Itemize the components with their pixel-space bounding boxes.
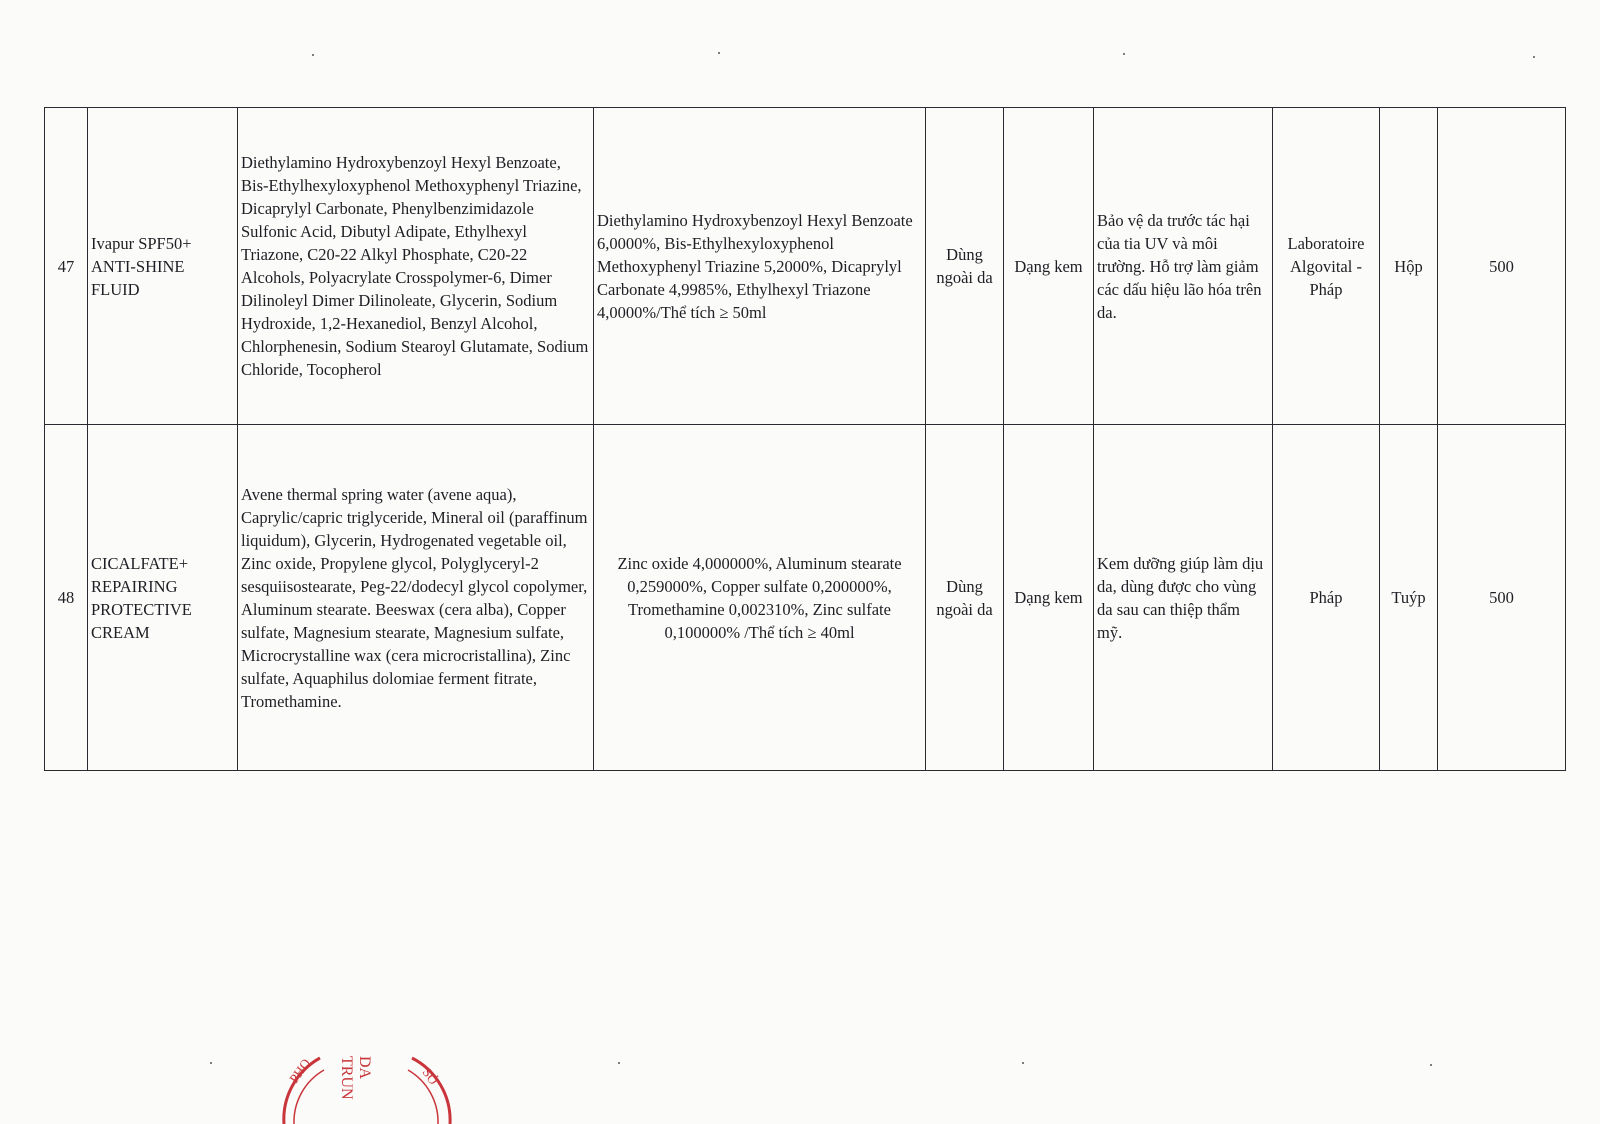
scan-speck [210,1062,212,1064]
packaging-cell: Hộp [1380,108,1438,425]
quantity-cell: 500 [1438,108,1566,425]
svg-text:DA: DA [356,1056,373,1080]
scan-speck [1022,1062,1024,1064]
quantity-cell: 500 [1438,425,1566,771]
scan-speck [718,52,720,54]
purpose-cell: Bảo vệ da trước tác hại của tia UV và môi trường. Hỗ trợ làm giảm các dấu hiệu lão hóa trên da. [1094,108,1273,425]
packaging-cell: Tuýp [1380,425,1438,771]
form-cell: Dạng kem [1004,425,1094,771]
row-number-cell: 48 [45,425,88,771]
svg-text:PHO: PHO [286,1055,314,1086]
usage-cell: Dùng ngoài da [926,425,1004,771]
table-row [45,425,1566,771]
scan-speck [312,54,314,56]
svg-text:TRUN: TRUN [338,1056,355,1100]
form-cell: Dạng kem [1004,108,1094,425]
usage-cell: Dùng ngoài da [926,108,1004,425]
active-content-cell: Zinc oxide 4,000000%, Aluminum stearate 0,259000%, Copper sulfate 0,200000%, Tromethamine 0,002310%, Zinc sulfate 0,100000% /Thể tích ≥ 40ml [594,425,926,771]
scan-speck [1533,56,1535,58]
manufacturer-cell: Laboratoire Algovital - Pháp [1273,108,1380,425]
ingredients-cell: Avene thermal spring water (avene aqua), Caprylic/capric triglyceride, Mineral oil (paraffinum liquidum), Glycerin, Hydrogenated vegetable oil, Zinc oxide, Propylene glycol, Polyglyceryl-2 sesquiisostearate, Peg-22/dodecyl glycol copolymer, Aluminum stearate. Beeswax (cera alba), Copper sulfate, Magnesium stearate, Magnesium sulfate, Microcrystalline wax (cera microcristallina), Zinc sulfate, Aquaphilus dolomiae ferment fitrate, Tromethamine. [238,425,594,771]
table-row [45,108,1566,425]
manufacturer-cell: Pháp [1273,425,1380,771]
ingredients-cell: Diethylamino Hydroxybenzoyl Hexyl Benzoate, Bis-Ethylhexyloxyphenol Methoxyphenyl Triazine, Dicaprylyl Carbonate, Phenylbenzimidazole Sulfonic Acid, Dibutyl Adipate, Ethylhexyl Triazone, C20-22 Alkyl Phosphate, C20-22 Alcohols, Polyacrylate Crosspolymer-6, Dimer Dilinoleyl Dimer Dilinoleate, Glycerin, Sodium Hydroxide, 1,2-Hexanediol, Benzyl Alcohol, Chlorphenesin, Sodium Stearoyl Glutamate, Sodium Chloride, Tocopherol [238,108,594,425]
product-name-cell: CICALFATE+ REPAIRING PROTECTIVE CREAM [88,425,238,771]
purpose-cell: Kem dưỡng giúp làm dịu da, dùng được cho vùng da sau can thiệp thẩm mỹ. [1094,425,1273,771]
product-name-cell: Ivapur SPF50+ ANTI-SHINE FLUID [88,108,238,425]
product-table [44,107,1566,771]
scan-speck [1430,1064,1432,1066]
active-content-cell: Diethylamino Hydroxybenzoyl Hexyl Benzoate 6,0000%, Bis-Ethylhexyloxyphenol Methoxyphenyl Triazine 5,2000%, Dicaprylyl Carbonate 4,9985%, Ethylhexyl Triazone 4,0000%/Thể tích ≥ 50ml [594,108,926,425]
scan-speck [1123,53,1125,55]
scan-speck [618,1062,620,1064]
row-number-cell: 47 [45,108,88,425]
official-stamp [272,1050,462,1124]
svg-text:SỞ: SỞ [419,1065,442,1088]
